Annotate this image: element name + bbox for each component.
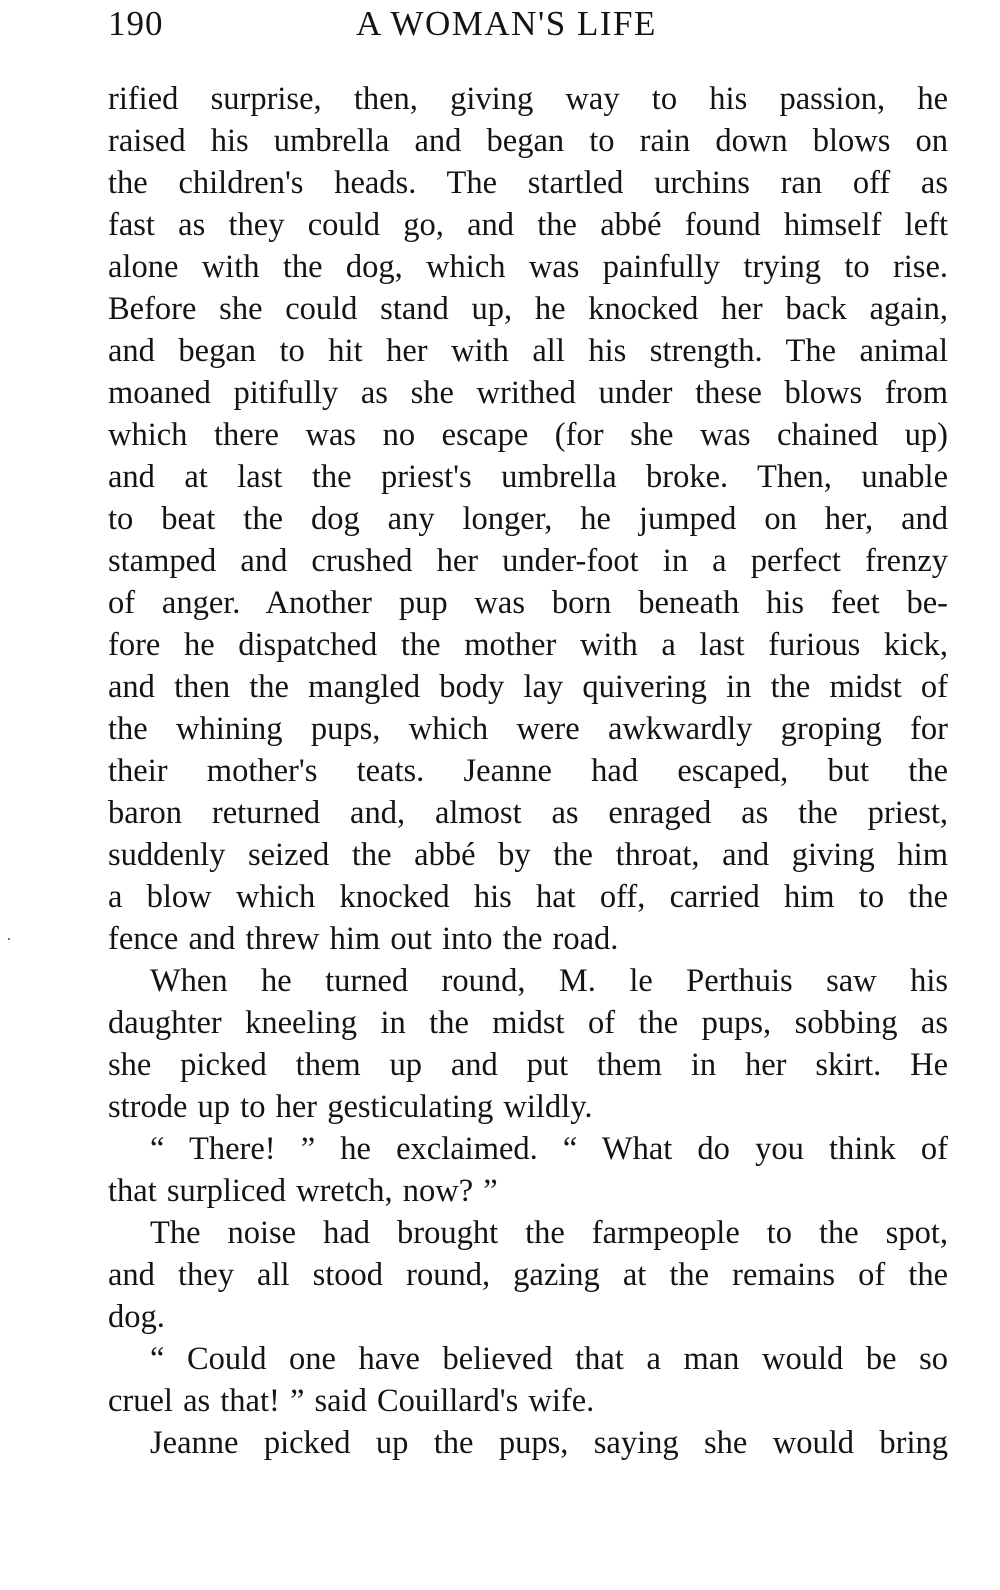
scan-speck	[8, 938, 10, 940]
text-line: raised his umbrella and began to rain down blows on	[108, 123, 948, 159]
running-head	[108, 4, 948, 48]
text-line: dog.	[108, 1299, 165, 1335]
text-line: Jeanne picked up the pups, saying she would bring	[150, 1425, 948, 1461]
text-line: their mother's teats. Jeanne had escaped, but the	[108, 753, 948, 789]
text-line: rified surprise, then, giving way to his passion, he	[108, 81, 948, 117]
text-line: When he turned round, M. le Perthuis saw his	[150, 963, 948, 999]
text-line: stamped and crushed her under-foot in a perfect frenzy	[108, 543, 948, 579]
text-line: fast as they could go, and the abbé found himself left	[108, 207, 948, 243]
text-line: a blow which knocked his hat off, carried him to the	[108, 879, 948, 915]
text-line: daughter kneeling in the midst of the pups, sobbing as	[108, 1005, 948, 1041]
text-line: of anger. Another pup was born beneath his feet be-	[108, 585, 948, 621]
text-line: that surpliced wretch, now? ”	[108, 1173, 498, 1209]
text-line: fence and threw him out into the road.	[108, 921, 619, 957]
text-line: and at last the priest's umbrella broke. Then, unable	[108, 459, 948, 495]
text-line: and began to hit her with all his strength. The animal	[108, 333, 948, 369]
text-line: and they all stood round, gazing at the remains of the	[108, 1257, 948, 1293]
text-line: she picked them up and put them in her skirt. He	[108, 1047, 948, 1083]
text-line: suddenly seized the abbé by the throat, and giving him	[108, 837, 948, 873]
text-line: fore he dispatched the mother with a last furious kick,	[108, 627, 948, 663]
text-line: alone with the dog, which was painfully trying to rise.	[108, 249, 948, 285]
text-line: to beat the dog any longer, he jumped on her, and	[108, 501, 948, 537]
text-line: the children's heads. The startled urchins ran off as	[108, 165, 948, 201]
text-line: Before she could stand up, he knocked her back again,	[108, 291, 948, 327]
page-number: 190	[108, 4, 164, 43]
text-line: which there was no escape (for she was chained up)	[108, 417, 948, 453]
text-line: baron returned and, almost as enraged as the priest,	[108, 795, 948, 831]
text-line: The noise had brought the farmpeople to the spot,	[150, 1215, 948, 1251]
text-line: strode up to her gesticulating wildly.	[108, 1089, 593, 1125]
text-line: cruel as that! ” said Couillard's wife.	[108, 1383, 595, 1419]
running-title: A WOMAN'S LIFE	[356, 4, 657, 43]
text-line: “ Could one have believed that a man would be so	[150, 1341, 948, 1377]
text-line: “ There! ” he exclaimed. “ What do you think of	[150, 1131, 948, 1167]
text-line: the whining pups, which were awkwardly groping for	[108, 711, 948, 747]
body-text	[108, 78, 948, 1464]
text-line: moaned pitifully as she writhed under these blows from	[108, 375, 948, 411]
text-line: and then the mangled body lay quivering in the midst of	[108, 669, 948, 705]
